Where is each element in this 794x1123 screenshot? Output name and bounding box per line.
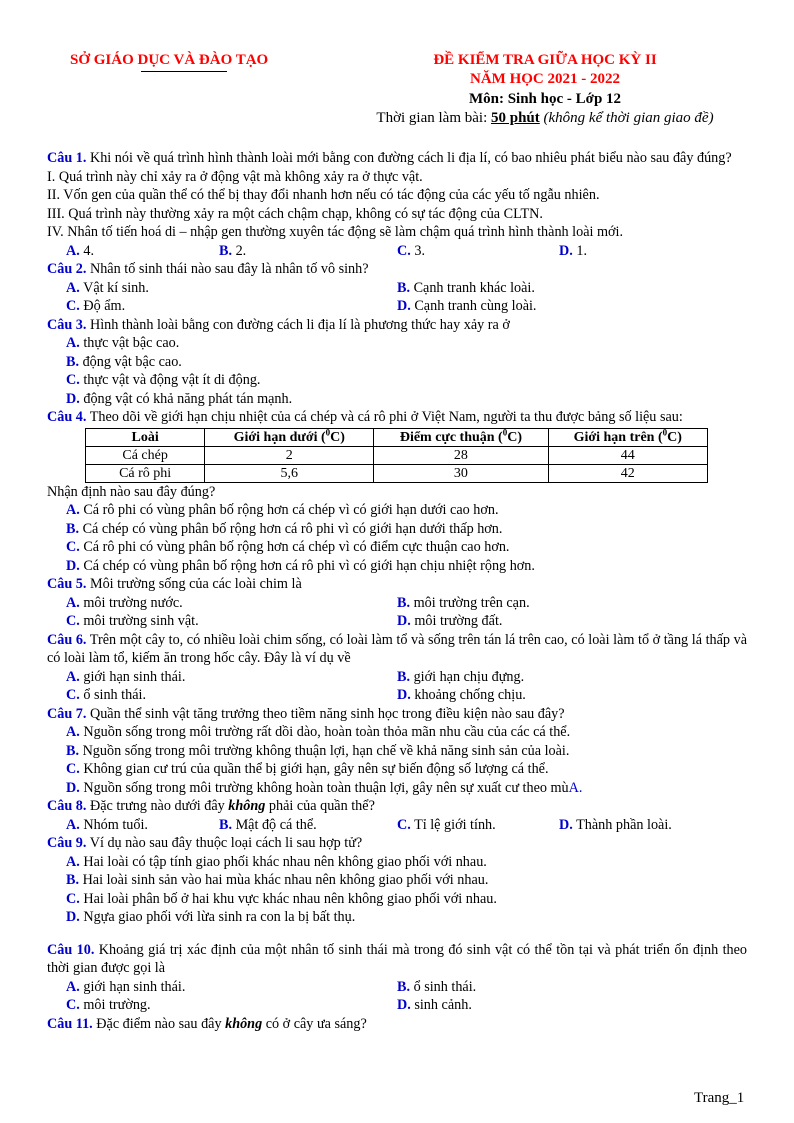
- option-c[interactable]: C. thực vật và động vật ít di động.: [66, 372, 261, 388]
- option-c[interactable]: C. Cá rô phi có vùng phân bố rộng hơn cá chép vì có điểm cực thuận cao hơn.: [66, 539, 510, 555]
- spacer: [47, 927, 747, 941]
- time-value: 50 phút: [491, 109, 540, 126]
- option-c[interactable]: C. ổ sinh thái.: [66, 687, 147, 703]
- time-line: [330, 109, 760, 128]
- question-10: Câu 10. Khoảng giá trị xác định của một nhân tố sinh thái mà trong đó sinh vật có thể tồn tại và phát triển ổn định theo thời gian được gọi là: [47, 941, 747, 976]
- option-d[interactable]: D. sinh cảnh.: [397, 997, 472, 1013]
- answer-row: [47, 297, 747, 316]
- question-8: Câu 8. Đặc trưng nào dưới đây không phải của quần thể?: [47, 798, 375, 814]
- option-a[interactable]: A. môi trường nước.: [66, 594, 183, 611]
- statement-1: I. Quá trình này chỉ xảy ra ở động vật mà không xảy ra ở thực vật.: [47, 168, 423, 185]
- option-a[interactable]: A. Cá rô phi có vùng phân bố rộng hơn cá chép vì có giới hạn dưới cao hơn.: [66, 502, 499, 518]
- answer-row: [47, 668, 747, 687]
- option-b[interactable]: B. giới hạn chịu đựng.: [397, 668, 525, 685]
- option-c[interactable]: C. Độ ẩm.: [66, 298, 126, 314]
- question-3: Câu 3. Hình thành loài bằng con đường cách li địa lí là phương thức hay xảy ra ở: [47, 316, 510, 333]
- option-a[interactable]: A. Hai loài có tập tính giao phối khác nhau nên không giao phối với nhau.: [66, 853, 487, 870]
- option-d[interactable]: D. Ngựa giao phối với lừa sinh ra con la bị bất thụ.: [66, 909, 356, 925]
- option-b[interactable]: B. Hai loài sinh sản vào hai mùa khác nhau nên không giao phối với nhau.: [66, 872, 489, 888]
- option-d[interactable]: D. Cạnh tranh cùng loài.: [397, 298, 537, 314]
- table-cell: 28: [374, 446, 548, 464]
- question-4: Câu 4. Theo dõi về giới hạn chịu nhiệt của cá chép và cá rô phi ở Việt Nam, người ta thu được bảng số liệu sau:: [47, 409, 683, 425]
- answer-row: [47, 594, 747, 613]
- option-b[interactable]: B. ổ sinh thái.: [397, 978, 477, 995]
- option-d[interactable]: D. Thành phần loài.: [559, 816, 672, 833]
- question-5: Câu 5. Môi trường sống của các loài chim là: [47, 576, 302, 592]
- option-b[interactable]: B. Mật độ cá thể.: [219, 816, 317, 833]
- option-d[interactable]: D. động vật có khả năng phát tán mạnh.: [66, 390, 293, 407]
- option-a[interactable]: A. thực vật bậc cao.: [66, 335, 180, 351]
- table-row: [86, 446, 708, 464]
- statement-3: III. Quá trình này thường xảy ra một cách chậm chạp, không có sự tác động của CLTN.: [47, 205, 543, 222]
- answer-row: [47, 816, 747, 835]
- answer-row: [47, 242, 747, 261]
- school-year: NĂM HỌC 2021 - 2022: [470, 71, 620, 88]
- option-d[interactable]: D. Cá chép có vùng phân bố rộng hơn cá rô phi vì có giới hạn chịu nhiệt rộng hơn.: [66, 557, 535, 574]
- option-d[interactable]: D. 1.: [559, 242, 587, 259]
- option-d[interactable]: D. khoảng chống chịu.: [397, 687, 526, 703]
- table-cell: Cá rô phi: [86, 464, 205, 482]
- question-11: Câu 11. Đặc điểm nào sau đây không có ở cây ưa sáng?: [47, 1015, 367, 1032]
- option-b[interactable]: B. môi trường trên cạn.: [397, 594, 530, 611]
- option-a[interactable]: A. Nhóm tuổi.: [66, 816, 148, 833]
- table-cell: 42: [548, 464, 707, 482]
- option-c[interactable]: C. Hai loài phân bố ở hai khu vực khác nhau nên không giao phối với nhau.: [66, 890, 497, 907]
- table-cell: Cá chép: [86, 446, 205, 464]
- table-header: Giới hạn dưới ($^0$C): [205, 428, 374, 446]
- option-c[interactable]: C. môi trường sinh vật.: [66, 613, 199, 629]
- table-header: Giới hạn trên ($^0$C): [548, 428, 707, 446]
- answer-row: [47, 978, 747, 997]
- question-2: Câu 2. Nhân tố sinh thái nào sau đây là nhân tố vô sinh?: [47, 261, 369, 277]
- statement-4: IV. Nhân tố tiến hoá di – nhập gen thường xuyên tác động sẽ làm chậm quá trình hình thành loài mới.: [47, 224, 624, 240]
- question-prompt: Nhận định nào sau đây đúng?: [47, 483, 216, 500]
- option-d[interactable]: D. Nguồn sống trong môi trường không hoàn toàn thuận lợi, gây nên sự xuất cư theo mùA.: [66, 779, 583, 796]
- table-cell: 30: [374, 464, 548, 482]
- department-underline: [141, 71, 227, 72]
- option-b[interactable]: B. Nguồn sống trong môi trường không thuận lợi, hạn chế về khả năng sinh sản của loài.: [66, 742, 570, 759]
- answer-row: [47, 686, 747, 705]
- exam-title: ĐỀ KIỂM TRA GIỮA HỌC KỲ II: [433, 52, 657, 68]
- time-note: (không kể thời gian giao đề): [543, 109, 714, 126]
- table-cell: 2: [205, 446, 374, 464]
- page-number: Trang_1: [694, 1090, 745, 1106]
- table-header: Loài: [86, 428, 205, 446]
- option-a[interactable]: A. Vật kí sinh.: [66, 279, 149, 296]
- question-7: Câu 7. Quần thể sinh vật tăng trưởng theo tiềm năng sinh học trong điều kiện nào sau đây?: [47, 705, 565, 722]
- answer-row: [47, 996, 747, 1015]
- exam-content: [47, 149, 747, 1033]
- option-a[interactable]: A. giới hạn sinh thái.: [66, 668, 186, 685]
- option-a[interactable]: A. Nguồn sống trong môi trường rất dồi dào, hoàn toàn thỏa mãn nhu cầu của các cá thể.: [66, 724, 571, 740]
- temperature-table: [85, 428, 708, 483]
- option-b[interactable]: B. 2.: [219, 242, 247, 259]
- option-a[interactable]: A. giới hạn sinh thái.: [66, 978, 186, 995]
- question-text: Khi nói về quá trình hình thành loài mới bằng con đường cách li địa lí, có bao nhiêu phát biểu nào sau đây đúng?: [86, 150, 732, 166]
- answer-row: [47, 279, 747, 298]
- statement-2: II. Vốn gen của quần thể có thể bị thay đổi nhanh hơn nếu có tác động của các yếu tố ngẫu nhiên.: [47, 187, 600, 203]
- option-c[interactable]: C. Không gian cư trú của quần thể bị giới hạn, gây nên sự biến động số lượng cá thể.: [66, 761, 549, 777]
- question-label: Câu 1.: [47, 150, 87, 166]
- option-d[interactable]: D. môi trường đất.: [397, 613, 503, 629]
- answer-row: [47, 612, 747, 631]
- option-b[interactable]: B. Cá chép có vùng phân bố rộng hơn cá rô phi vì có giới hạn dưới thấp hơn.: [66, 520, 503, 537]
- option-a[interactable]: A. 4.: [66, 242, 94, 259]
- table-cell: 5,6: [205, 464, 374, 482]
- option-b[interactable]: B. Cạnh tranh khác loài.: [397, 279, 535, 296]
- question-1: [47, 149, 747, 168]
- table-header-row: [86, 428, 708, 446]
- table-row: [86, 464, 708, 482]
- option-c[interactable]: C. môi trường.: [66, 997, 151, 1013]
- time-prefix: Thời gian làm bài:: [376, 109, 491, 126]
- question-9: Câu 9. Ví dụ nào sau đây thuộc loại cách li sau hợp tử?: [47, 835, 363, 851]
- department-name: SỞ GIÁO DỤC VÀ ĐÀO TẠO: [70, 52, 269, 68]
- table-cell: 44: [548, 446, 707, 464]
- exam-header: [330, 51, 760, 128]
- option-b[interactable]: B. động vật bậc cao.: [66, 353, 182, 370]
- table-header: Điểm cực thuận ($^0$C): [374, 428, 548, 446]
- option-c[interactable]: C. Tỉ lệ giới tính.: [397, 816, 496, 833]
- question-6: Câu 6. Trên một cây to, có nhiều loài chim sống, có loài làm tổ và sống trên tán lá trên cao, có loài làm tổ ở tầng lá thấp và có loài làm tổ, kiếm ăn trong hốc cây. Đây là ví dụ về: [47, 631, 747, 666]
- subject-line: Môn: Sinh học - Lớp 12: [468, 90, 622, 107]
- option-c[interactable]: C. 3.: [397, 242, 425, 259]
